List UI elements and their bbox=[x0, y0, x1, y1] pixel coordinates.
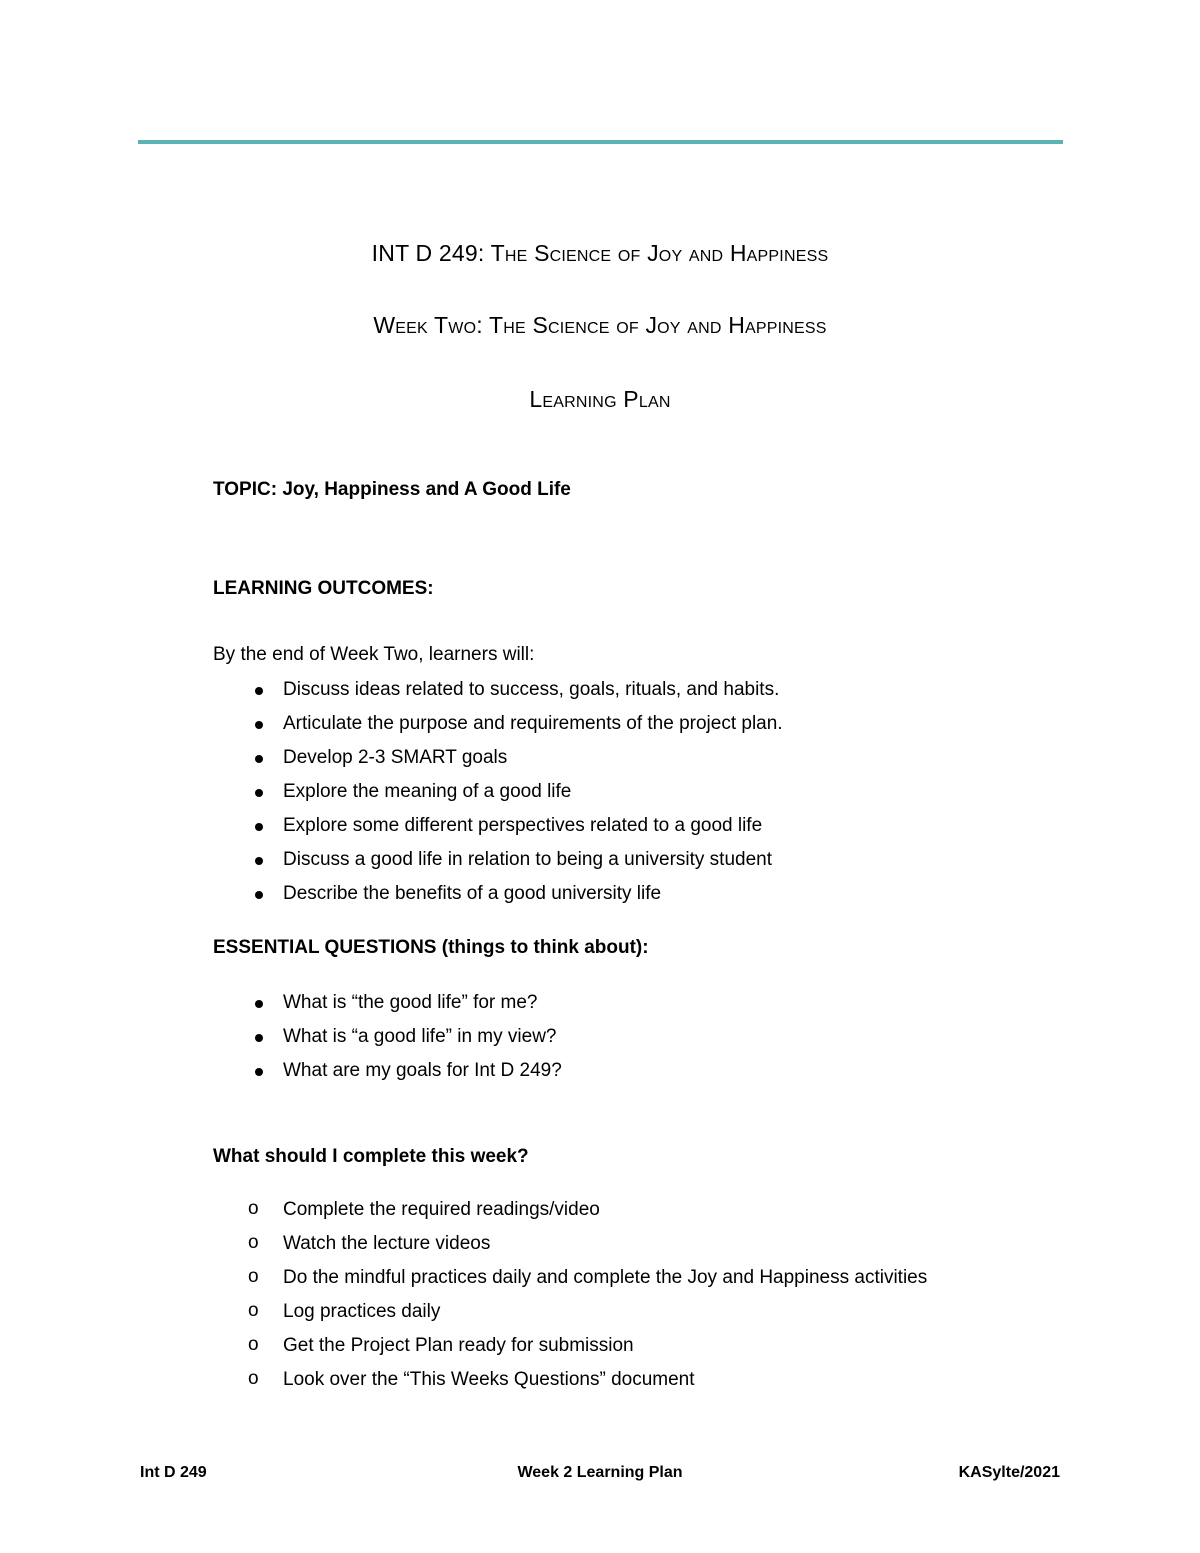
document-title: Learning Plan bbox=[529, 386, 671, 412]
list-item: Develop 2-3 SMART goals bbox=[213, 746, 783, 780]
footer-center: Week 2 Learning Plan bbox=[517, 1464, 683, 1481]
list-item: Explore some different perspectives related to a good life bbox=[213, 814, 783, 848]
course-title: INT D 249: The Science of Joy and Happiness bbox=[371, 240, 829, 266]
list-item: o Get the Project Plan ready for submission bbox=[213, 1334, 927, 1368]
outcomes-heading: LEARNING OUTCOMES: bbox=[213, 578, 434, 599]
list-item: o Log practices daily bbox=[213, 1300, 927, 1334]
outcomes-intro: By the end of Week Two, learners will: bbox=[213, 644, 535, 665]
topic-line: TOPIC: Joy, Happiness and A Good Life bbox=[213, 479, 571, 500]
questions-list bbox=[213, 991, 562, 1093]
list-item: Describe the benefits of a good university life bbox=[213, 882, 783, 916]
list-item: Explore the meaning of a good life bbox=[213, 780, 783, 814]
list-item: o Do the mindful practices daily and complete the Joy and Happiness activities bbox=[213, 1266, 927, 1300]
list-item: Discuss a good life in relation to being a university student bbox=[213, 848, 783, 882]
footer-right: KASylte/2021 bbox=[958, 1464, 1060, 1481]
tasks-heading: What should I complete this week? bbox=[213, 1146, 529, 1167]
list-item: What are my goals for Int D 249? bbox=[213, 1059, 562, 1093]
header-rule bbox=[138, 140, 1063, 144]
footer-left: Int D 249 bbox=[140, 1464, 207, 1481]
list-item: o Complete the required readings/video bbox=[213, 1198, 927, 1232]
list-item: What is “the good life” for me? bbox=[213, 991, 562, 1025]
list-item: What is “a good life” in my view? bbox=[213, 1025, 562, 1059]
list-item: o Watch the lecture videos bbox=[213, 1232, 927, 1266]
questions-heading: ESSENTIAL QUESTIONS (things to think about): bbox=[213, 937, 649, 958]
list-item: Discuss ideas related to success, goals, rituals, and habits. bbox=[213, 678, 783, 712]
week-title: Week Two: The Science of Joy and Happiness bbox=[373, 312, 827, 338]
list-item: Articulate the purpose and requirements of the project plan. bbox=[213, 712, 783, 746]
outcomes-list bbox=[213, 678, 783, 916]
tasks-list bbox=[213, 1198, 927, 1402]
list-item: o Look over the “This Weeks Questions” document bbox=[213, 1368, 927, 1402]
